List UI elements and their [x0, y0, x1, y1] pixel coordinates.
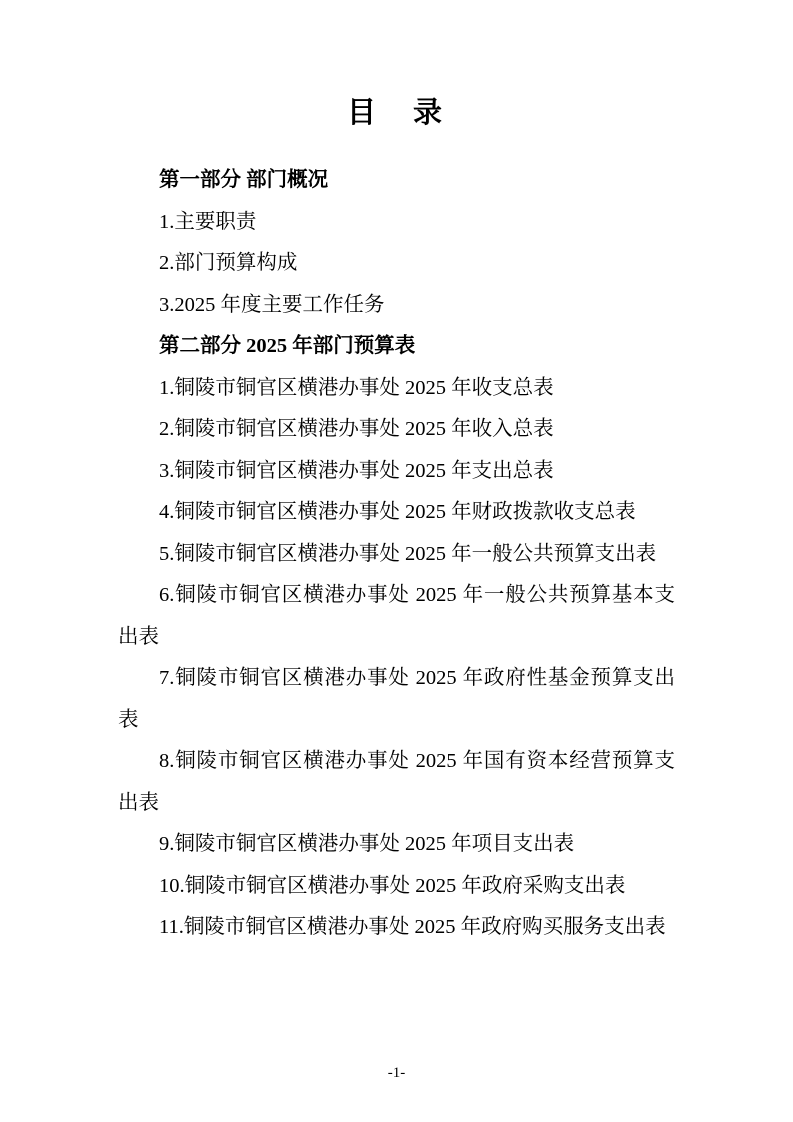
table-of-contents: [118, 160, 675, 949]
toc-entry: 4.铜陵市铜官区横港办事处 2025 年财政拨款收支总表: [159, 501, 636, 523]
section-2-heading: 第二部分 2025 年部门预算表: [159, 335, 416, 357]
toc-entry: 3.2025 年度主要工作任务: [159, 293, 385, 316]
toc-entry: 10.铜陵市铜官区横港办事处 2025 年政府采购支出表: [159, 874, 626, 897]
toc-entry: 11.铜陵市铜官区横港办事处 2025 年政府购买服务支出表: [159, 916, 666, 938]
toc-entry: 1.主要职责: [159, 210, 257, 233]
toc-entry: 9.铜陵市铜官区横港办事处 2025 年项目支出表: [159, 833, 575, 855]
toc-entry: 8.铜陵市铜官区横港办事处 2025 年国有资本经营预算支出表: [118, 750, 675, 814]
toc-entry: 5.铜陵市铜官区横港办事处 2025 年一般公共预算支出表: [159, 542, 657, 565]
toc-entry: 7.铜陵市铜官区横港办事处 2025 年政府性基金预算支出表: [118, 667, 675, 731]
toc-entry: 2.部门预算构成: [159, 252, 298, 274]
toc-entry: 3.铜陵市铜官区横港办事处 2025 年支出总表: [159, 459, 554, 482]
toc-entry: 2.铜陵市铜官区横港办事处 2025 年收入总表: [159, 418, 554, 440]
page-title: 目 录: [346, 97, 446, 129]
section-1-heading: 第一部分 部门概况: [159, 169, 329, 191]
page-number: -1-: [387, 1065, 406, 1081]
toc-entry: 1.铜陵市铜官区横港办事处 2025 年收支总表: [159, 376, 554, 399]
toc-entry: 6.铜陵市铜官区横港办事处 2025 年一般公共预算基本支出表: [118, 584, 675, 648]
